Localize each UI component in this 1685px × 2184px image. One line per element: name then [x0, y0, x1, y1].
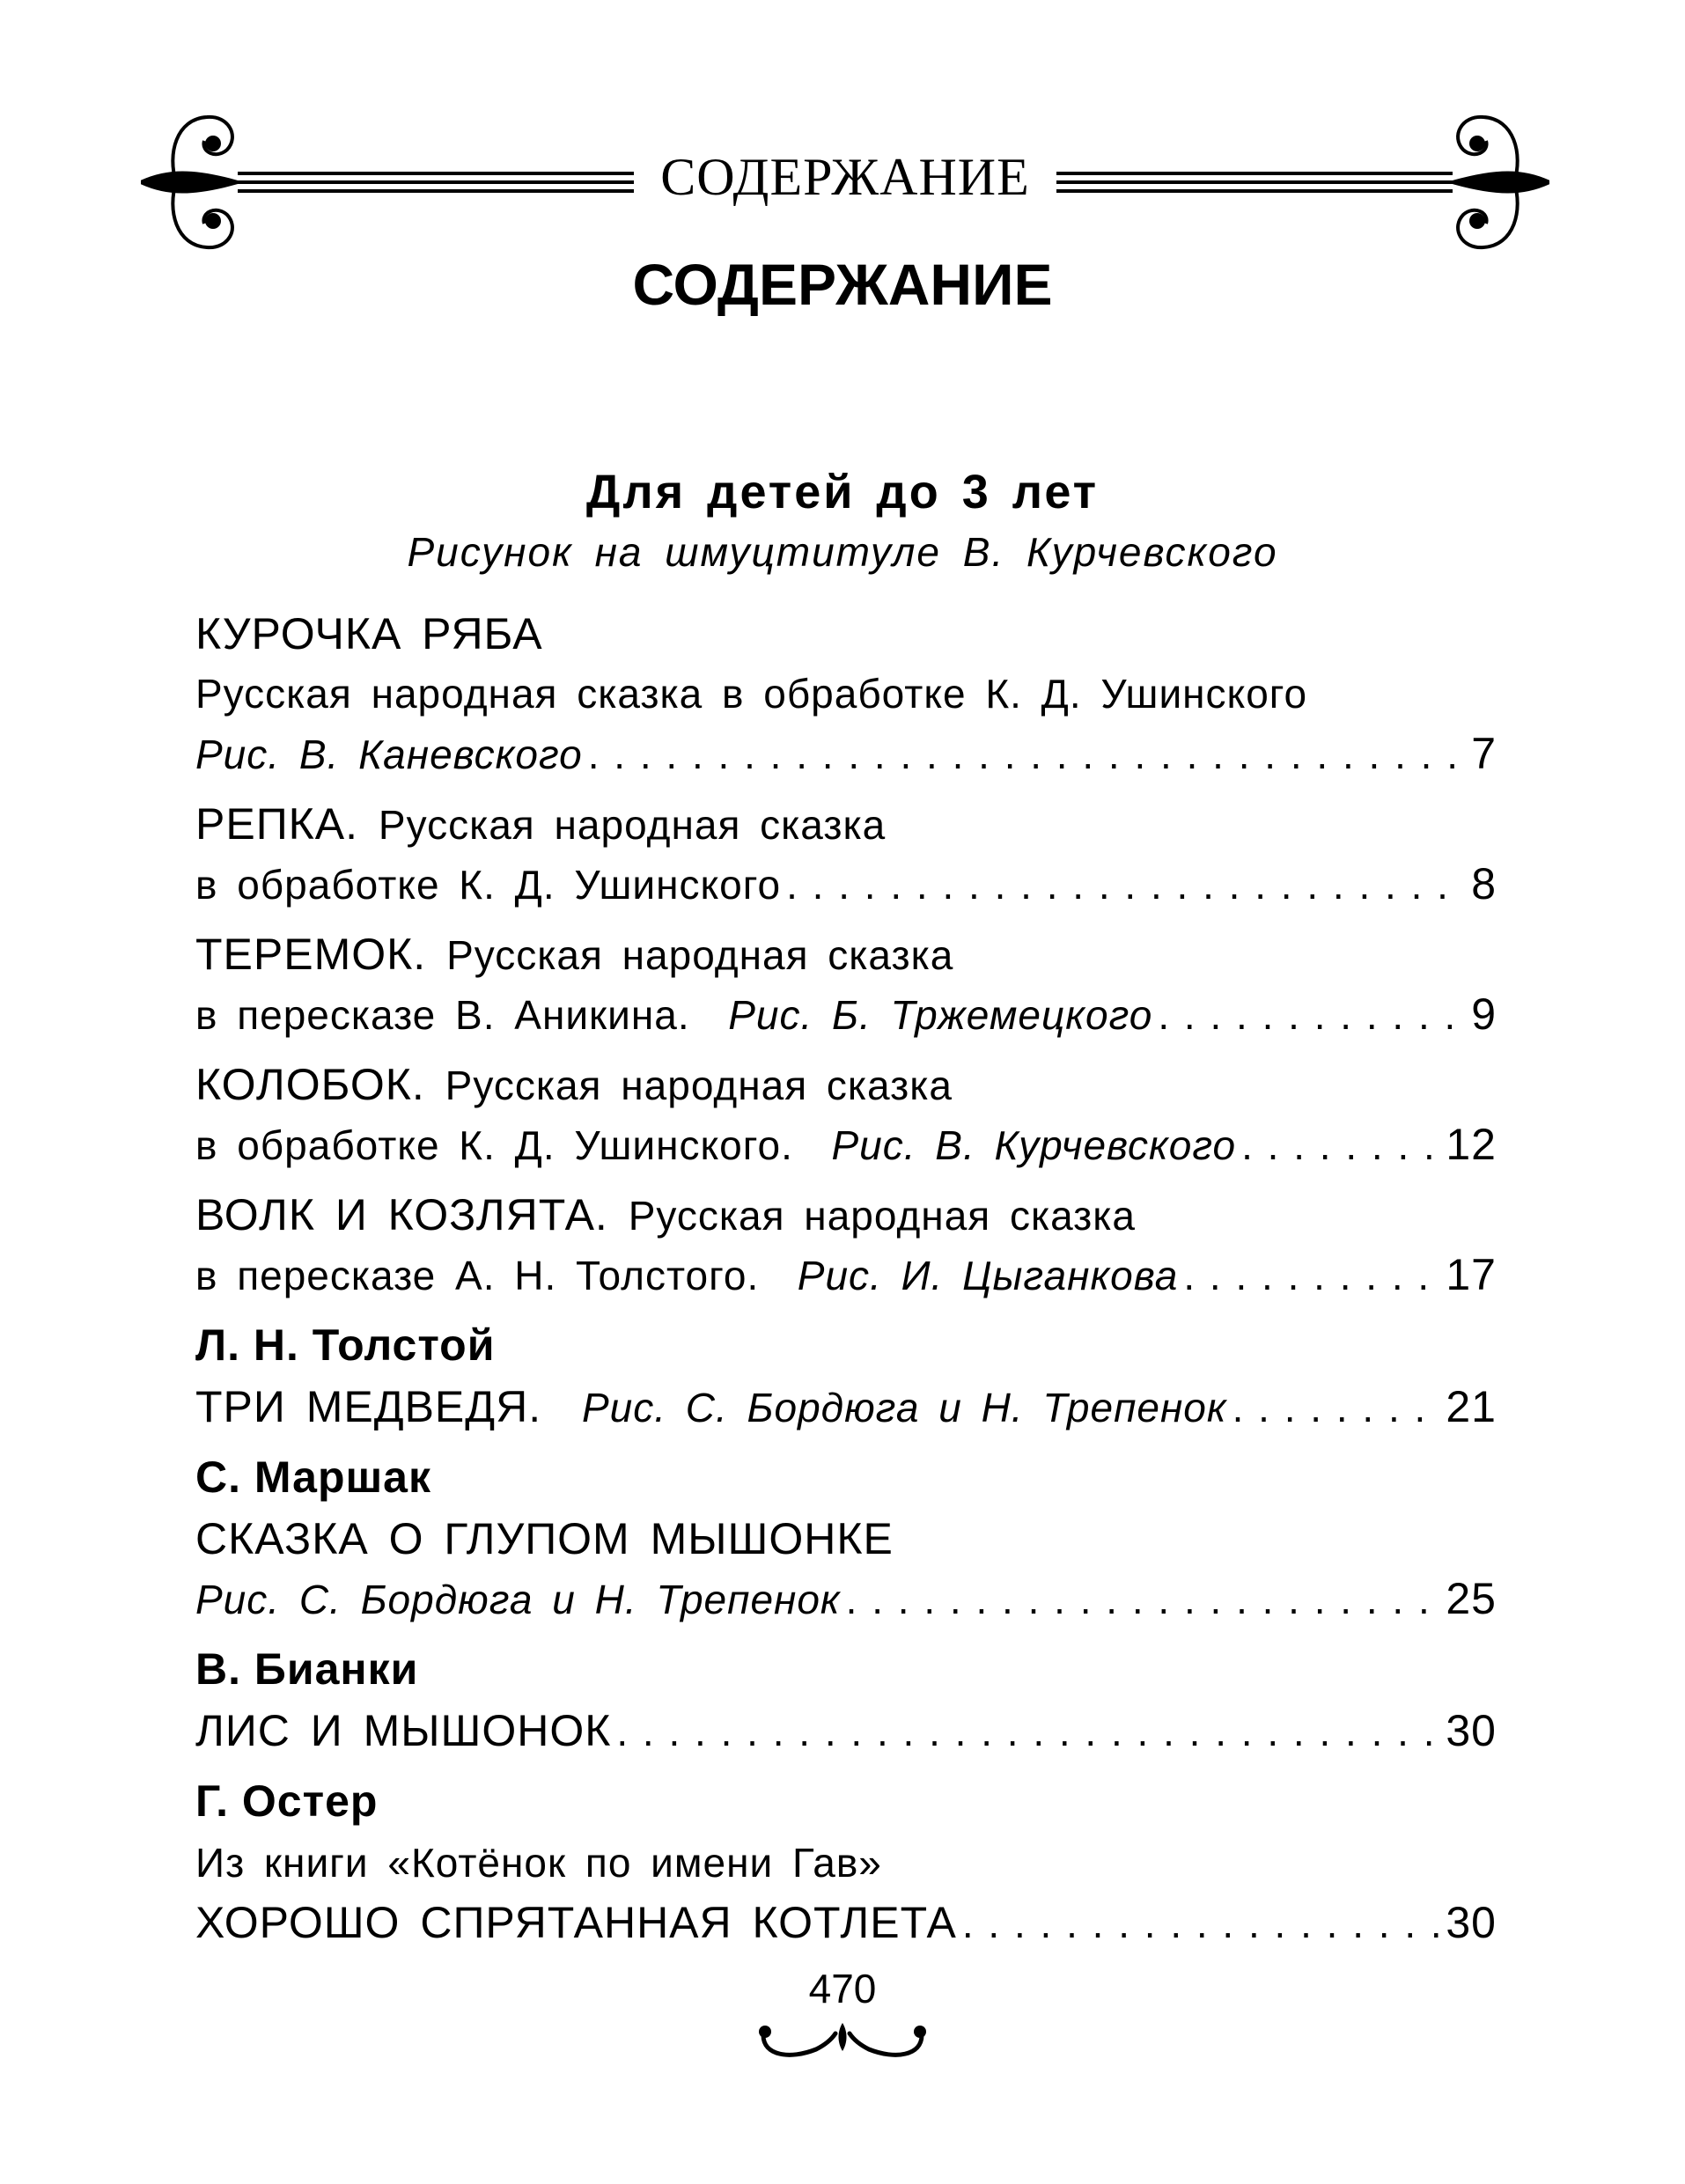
toc-description: Русская народная сказка [378, 802, 887, 848]
toc-title: ТРИ МЕДВЕДЯ. [195, 1382, 542, 1431]
toc-entry-bianki[interactable] [195, 1637, 1497, 1761]
toc-description: Русская народная сказка [445, 1063, 953, 1108]
toc-entry-teremok[interactable] [195, 924, 1497, 1044]
toc-page-number: 30 [1446, 1898, 1497, 1947]
toc-title: КОЛОБОК. [195, 1060, 425, 1109]
toc-description: в пересказе А. Н. Толстого. [195, 1253, 760, 1298]
running-header [141, 101, 1549, 268]
dot-leader [588, 724, 1466, 784]
page-number: 470 [808, 1966, 877, 2011]
dot-leader [846, 1570, 1441, 1629]
section-subtitle: Рисунок на шмуцтитуле В. Курчевского [407, 529, 1278, 575]
dot-leader [1232, 1377, 1441, 1438]
toc-illustrator: Рис. В. Курчевского [831, 1122, 1237, 1168]
footer-ornament [754, 2016, 931, 2069]
toc-entry-kolobok[interactable] [195, 1055, 1497, 1174]
toc-description: в обработке К. Д. Ушинского. [195, 1122, 793, 1168]
toc-page-number: 30 [1446, 1706, 1497, 1755]
toc-page-number: 8 [1471, 859, 1497, 908]
toc-title: РЕПКА. [195, 799, 359, 849]
toc-description: в пересказе В. Аникина. [195, 992, 690, 1038]
toc-entry-repka[interactable] [195, 794, 1497, 914]
toc-page-number: 12 [1446, 1120, 1497, 1169]
dot-leader [962, 1893, 1441, 1953]
toc-author: В. Бианки [195, 1644, 419, 1694]
toc-title: СКАЗКА О ГЛУПОМ МЫШОНКЕ [195, 1514, 894, 1563]
toc-illustrator: Рис. С. Бордюга и Н. Трепенок [581, 1385, 1227, 1430]
toc-page-number: 25 [1446, 1574, 1497, 1623]
toc-illustrator: Рис. И. Цыганкова [797, 1253, 1179, 1298]
toc-description: Русская народная сказка [628, 1193, 1136, 1239]
toc-page-number: 21 [1446, 1382, 1497, 1431]
section-title: Для детей до 3 лет [585, 466, 1100, 518]
toc-illustrator: Рис. Б. Тржемецкого [728, 992, 1153, 1038]
dot-leader [1158, 985, 1466, 1045]
toc-description: Из книги «Котёнок по имени Гав» [195, 1840, 882, 1886]
dot-leader [1241, 1115, 1440, 1175]
toc-entry-volk[interactable] [195, 1185, 1497, 1305]
toc-entry-tolstoy[interactable] [195, 1313, 1497, 1437]
dot-leader [616, 1701, 1440, 1761]
dot-leader [1183, 1246, 1440, 1305]
toc-page-number: 17 [1446, 1250, 1497, 1299]
running-header-title: СОДЕРЖАНИЕ [141, 147, 1549, 208]
toc-page-number: 7 [1471, 729, 1497, 778]
toc-title: ЛИС И МЫШОНОК [195, 1706, 612, 1755]
table-of-contents [195, 604, 1497, 1952]
toc-author: С. Маршак [195, 1452, 432, 1502]
toc-title: ТЕРЕМОК. [195, 930, 427, 979]
toc-description: Русская народная сказка в обработке К. Д. Ушинского [195, 671, 1308, 717]
toc-illustrator: Рис. В. Каневского [195, 732, 583, 777]
toc-entry-oster[interactable] [195, 1769, 1497, 1952]
toc-description: Русская народная сказка [446, 932, 954, 978]
toc-entry-kurochka[interactable] [195, 604, 1497, 783]
toc-description: в обработке К. Д. Ушинского [195, 862, 782, 908]
toc-page-number: 9 [1471, 989, 1497, 1039]
toc-title: ХОРОШО СПРЯТАННАЯ КОТЛЕТА [195, 1898, 957, 1947]
toc-title: ВОЛК И КОЗЛЯТА. [195, 1190, 608, 1239]
page-title: СОДЕРЖАНИЕ [632, 252, 1053, 317]
toc-title: КУРОЧКА РЯБА [195, 609, 543, 658]
toc-illustrator: Рис. С. Бордюга и Н. Трепенок [195, 1577, 841, 1622]
toc-author: Л. Н. Толстой [195, 1320, 496, 1370]
dot-leader [786, 855, 1466, 915]
toc-author: Г. Остер [195, 1776, 379, 1826]
toc-entry-marshak[interactable] [195, 1445, 1497, 1629]
